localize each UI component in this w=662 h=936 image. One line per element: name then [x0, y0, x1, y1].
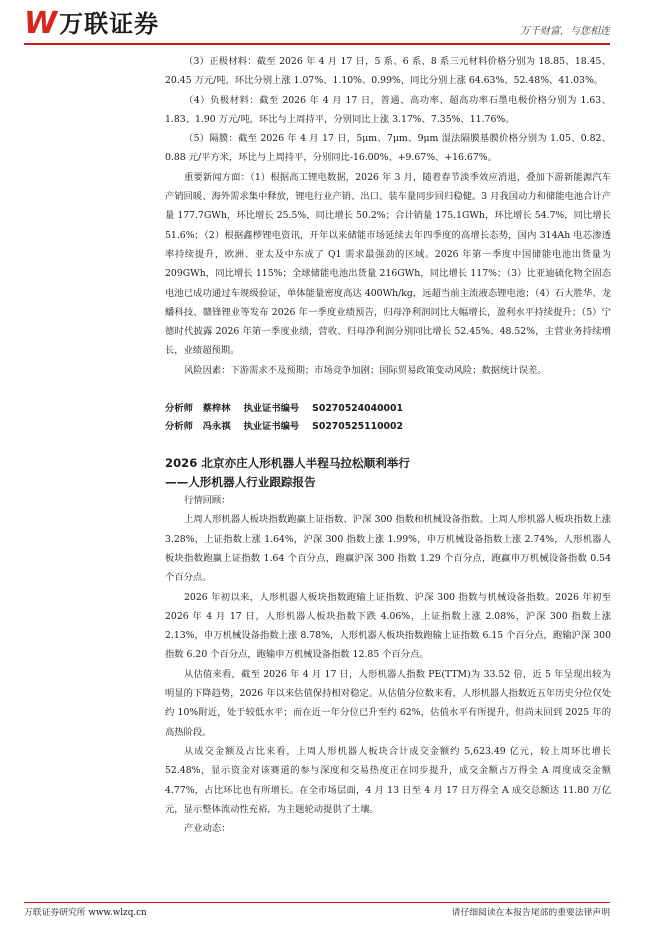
logo-text: 万联证券 [59, 10, 160, 38]
footer-source: 万联证券研究所 www.wlzq.cn [24, 908, 147, 918]
company-logo [24, 6, 160, 41]
section-heading-industry-news: 产业动态： [184, 823, 231, 835]
page-header [0, 0, 662, 46]
logo-mark: W [24, 6, 56, 41]
section-heading-market-review: 行情回顾： [184, 495, 231, 507]
spacer [165, 380, 611, 400]
valuation-paragraph: 从估值来看，截至 2026 年 4 月 17 日，人形机器人指数 PE(TTM)为 33.52 倍，近 5 年呈现出较为明显的下降趋势，2026 年以来估值保持相对稳定。从估值分位数来看，人形机器人指数近五年历史分位仅处约 10%附近，处于较低水平；而在近一年分位已升至约 62%，估值水平有所提升，但尚未回到 2025 年的高热阶段。 [165, 668, 611, 738]
turnover-paragraph: 从成交金额及占比来看，上周人形机器人板块合计成交金额约 5,623.49 亿元，较上周环比增长 52.48%，显示资金对该赛道的参与深度和交易热度正在同步提升，成交金额占万得全 A 周度成交金额 4.77%，占比环比也有所增长。在全市场层面，4 月 13 日至 4 月 17 日万得全 A 成交总额达 11.80 万亿元，显示整体流动性充裕，为主题轮动提供了土壤。 [165, 745, 611, 815]
header-slogan: 万千财富，与您相连 [520, 26, 610, 37]
report-body [165, 52, 611, 838]
report-title: 2026 北京亦庄人形机器人半程马拉松顺利举行 [165, 456, 410, 471]
spacer [165, 436, 611, 454]
weekly-index-paragraph: 上周人形机器人板块指数跑赢上证指数、沪深 300 指数和机械设备指数。上周人形机器人板块指数上涨 3.28%，上证指数上涨 1.64%，沪深 300 指数上涨 1.99%，申万机械设备指数上涨 2.74%，人形机器人板块指数跑赢上证指数 1.64 个百分点，跑赢沪深 300 指数 1.29 个百分点，跑赢申万机械设备指数 0.54 个百分点。 [165, 514, 611, 584]
ytd-index-paragraph: 2026 年初以来，人形机器人板块指数跑输上证指数、沪深 300 指数与机械设备指数。2026 年初至 2026 年 4 月 17 日，人形机器人板块指数下跌 4.06%，上证指数上涨 2.08%，沪深 300 指数上涨 2.13%，申万机械设备指数上涨 8.78%，人形机器人板块指数跑输上证指数 6.15 个百分点，跑输沪深 300 指数 6.20 个百分点，跑输申万机械设备指数 12.85 个百分点。 [165, 591, 611, 661]
footer-divider [24, 902, 610, 903]
analyst-line: 分析师 蔡梓林 执业证书编号 S0270524040001 [165, 403, 403, 415]
anode-paragraph: （4）负极材料：截至 2026 年 4 月 17 日，普通、高功率、超高功率石墨电极价格分别为 1.63、1.83、1.90 万元/吨，环比与上周持平，分别同比上涨 3.17%、7.35%、11.76%。 [165, 94, 611, 125]
report-subtitle: ——人形机器人行业跟踪报告 [165, 474, 316, 489]
separator-paragraph: （5）隔膜：截至 2026 年 4 月 17 日，5μm、7μm、9μm 湿法隔膜基膜价格分别为 1.05、0.82、0.88 元/平方米，环比与上周持平，分别同比-16.00%、+9.67%、+16.67%。 [165, 133, 611, 164]
risk-paragraph: 风险因素：下游需求不及预期；市场竞争加剧；国际贸易政策变动风险；数据统计误差。 [184, 364, 547, 376]
news-paragraph: 重要新闻方面：（1）根据高工锂电数据，2026 年 3 月，随着春节淡季效应消退，叠加下游新能源汽车产销回暖、海外需求集中释放，锂电行业产销、出口、装车量同步回归稳健。3 月我国动力和储能电池合计产量 177.7GWh，环比增长 25.5%，同比增长 50.2%；合计销量 175.1GWh，环比增长 54.7%，同比增长 51.6%；（2）根据鑫椤锂电资讯，开年以来储能市场延续去年四季度的高增长态势，国内 314Ah 电芯渗透率持续提升，欧洲、亚太及中东成了 Q1 需求最强劲的区域。2026 年第一季度中国储能电池出货量为 209GWh，同比增长 115%；全球储能电池出货量 216GWh，同比增长 117%；（3）比亚迪硫化物全固态电池已成功通过车规级验证，单体能量密度高达 400Wh/kg，远超当前主流液态锂电池；（4）石大胜华、龙蟠科技、赣锋锂业等发布 2026 年一季度业绩预告，归母净利润同比大幅增长，盈利水平持续提升；（5）宁德时代披露 2026 年第一季度业绩，营收、归母净利润分别同比增长 52.45%、48.52%，主营业务持续增长，业绩超预期。 [165, 171, 611, 357]
header-divider [24, 43, 610, 45]
cathode-paragraph: （3）正极材料：截至 2026 年 4 月 17 日，5 系、6 系、8 系三元材料价格分别为 18.85、18.45、20.45 万元/吨，环比分别上涨 1.07%、1.10%、0.99%，同比分别上涨 64.63%、52.48%、41.03%。 [165, 56, 611, 87]
footer-disclaimer: 请仔细阅读在本报告尾部的重要法律声明 [451, 908, 610, 918]
analyst-line: 分析师 冯永祺 执业证书编号 S0270525110002 [165, 421, 403, 433]
